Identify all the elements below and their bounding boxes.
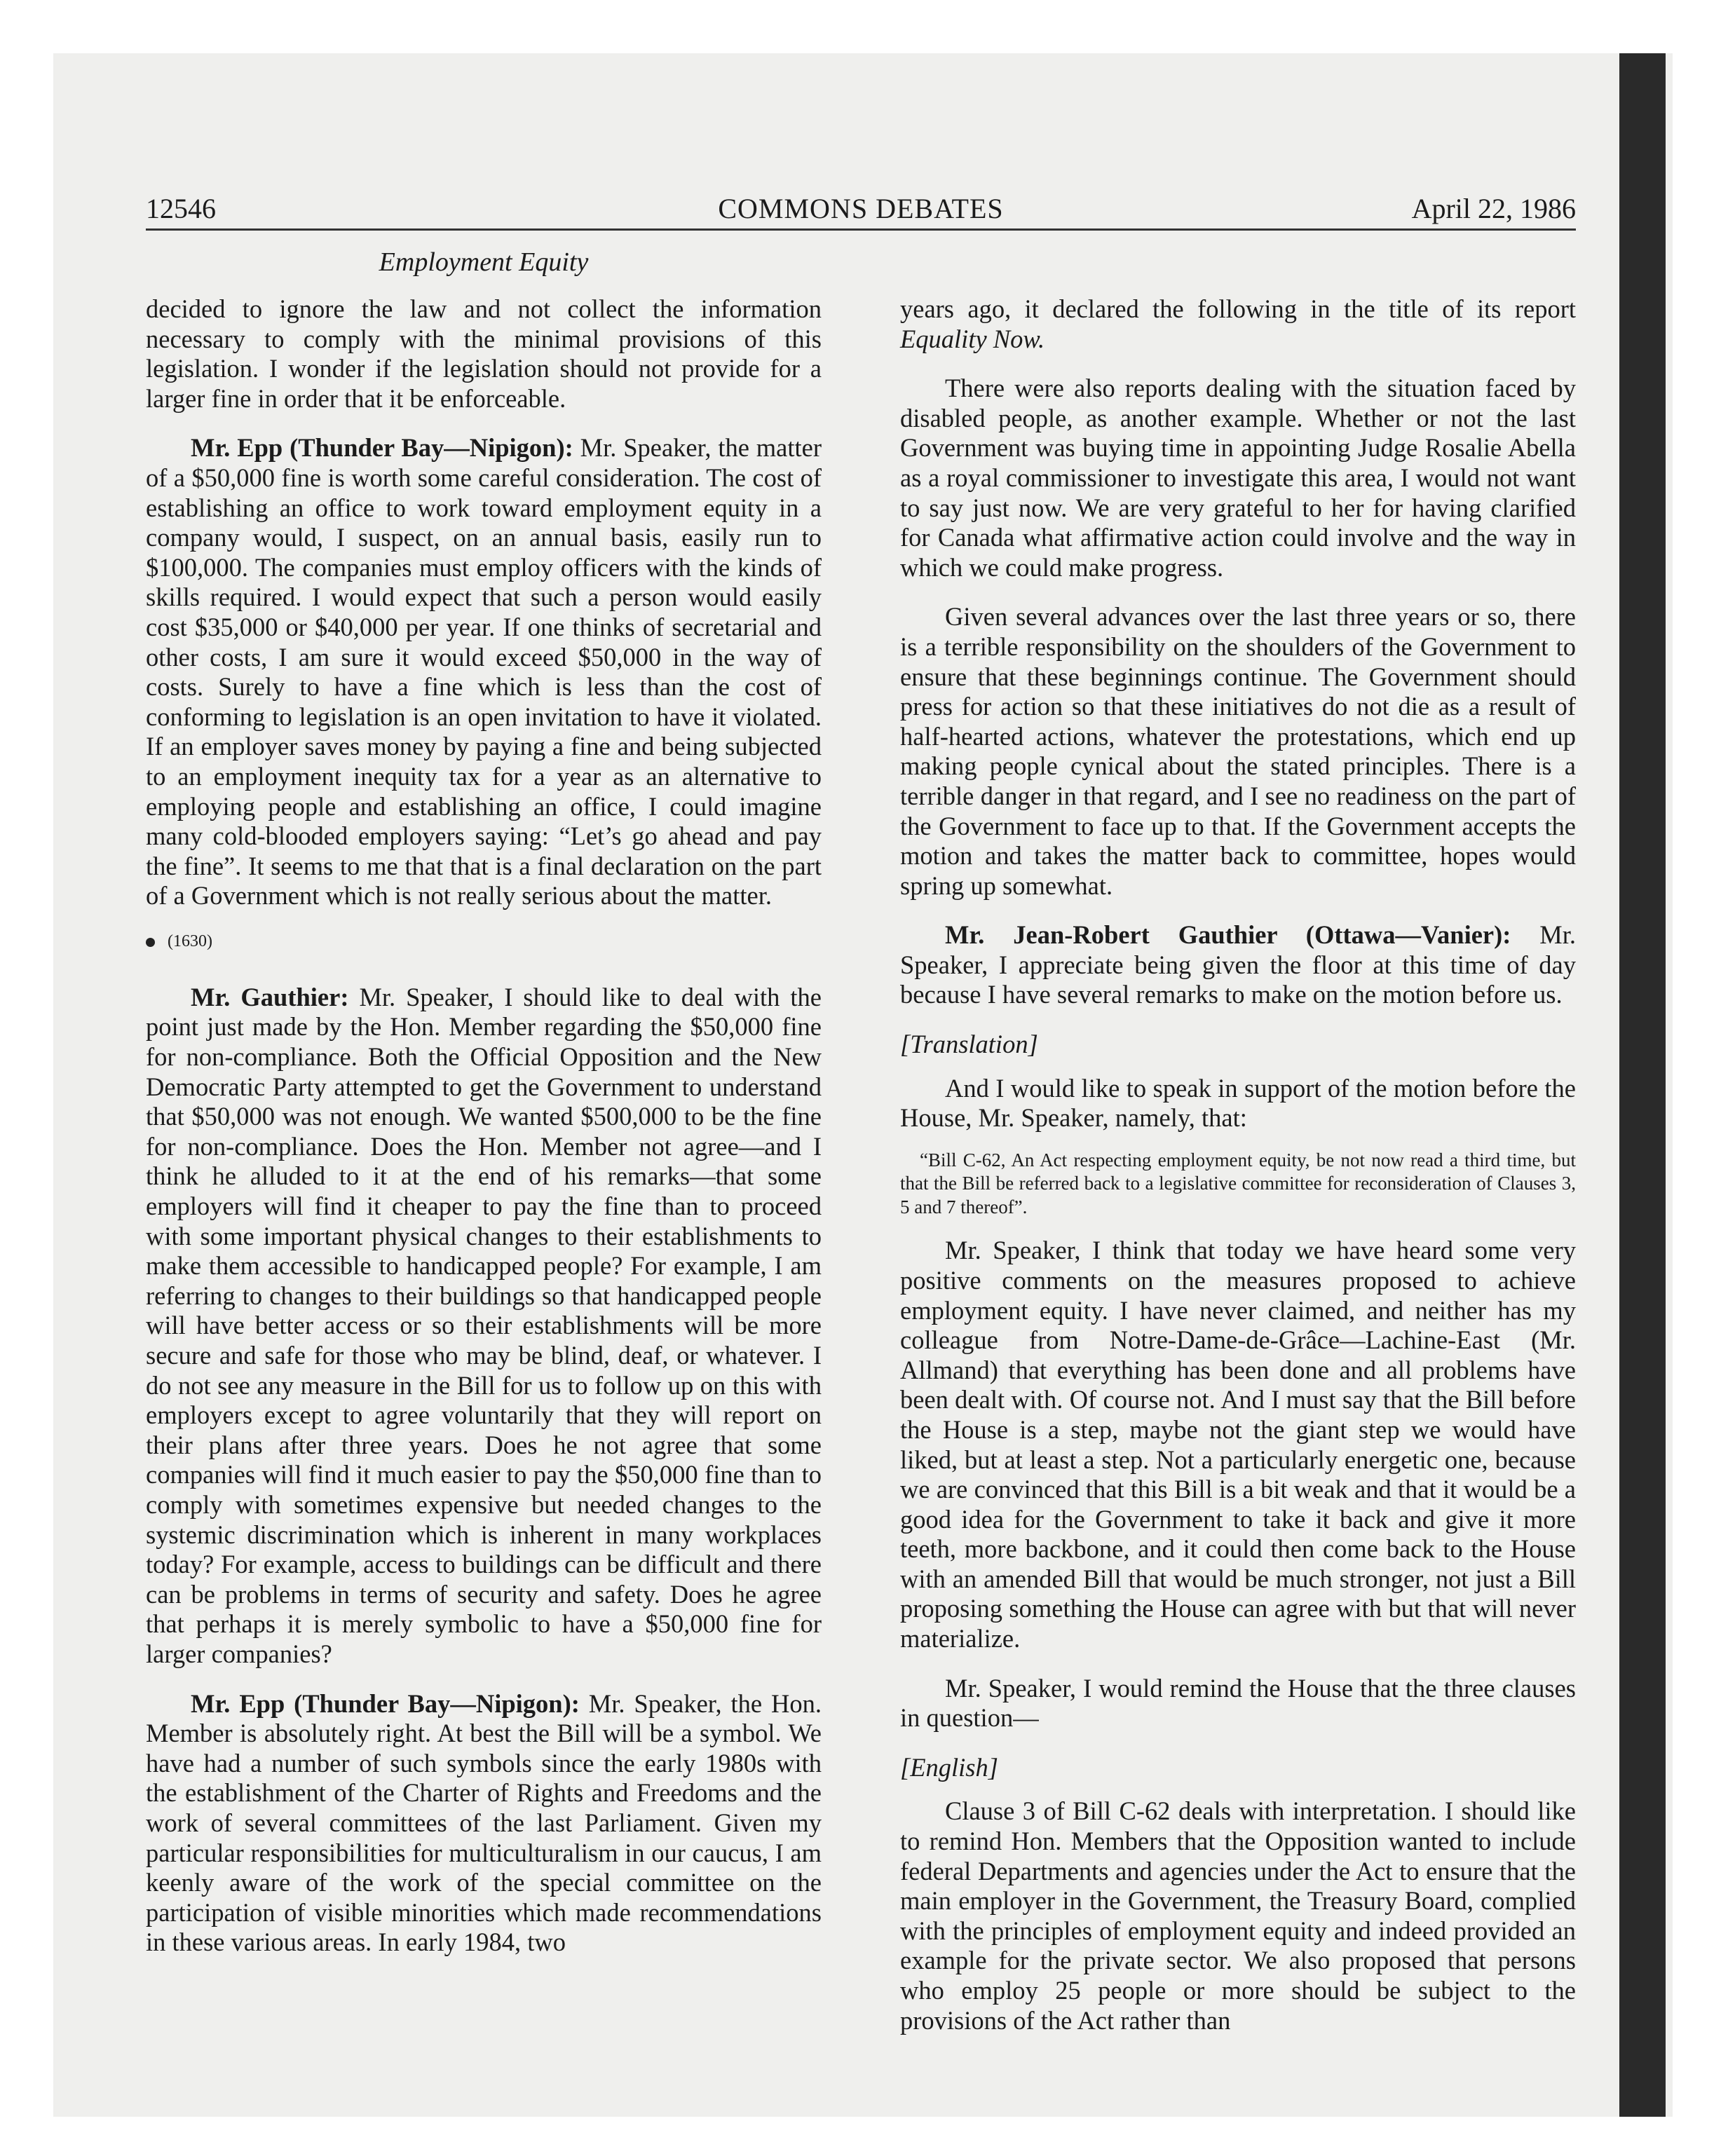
paragraph-text: years ago, it declared the following in the title of its report [900, 294, 1576, 323]
running-header [146, 189, 1576, 231]
report-title: Equality Now. [900, 324, 1045, 353]
language-marker: [English] [900, 1752, 998, 1782]
speaker-name: Mr. Epp (Thunder Bay—Nipigon): [191, 1688, 580, 1718]
section-title: Employment Equity [379, 247, 589, 277]
bullet-icon [146, 938, 155, 947]
right-column [900, 294, 1576, 2055]
paragraph: Given several advances over the last three years or so, there is a terrible responsibility on the shoulders of the Government to ensure that these beginnings continue. The Government should press for action so that these initiatives do not die as a result of half-hearted actions, whatever the protestations, which end up making people cynical about the stated principles. There is a terrible danger in that regard, and I see no readiness on the part of the Government to face up to that. If the Government accepts the motion and takes the matter back to committee, hopes would spring up somewhat. [900, 602, 1576, 900]
speech-text: Mr. Speaker, the Hon. Member is absolutely right. At best the Bill will be a symbol. We have had a number of such symbols since the early 1980s with the establishment of the Charter of Rights and Freedoms and the work of several committees of the last Parliament. Given my particular responsibilities for multiculturalism in our caucus, I am keenly aware of the work of the special committee on the participation of visible minorities which made recommendations in these various areas. In early 1984, two [146, 1688, 822, 1957]
speech-paragraph [146, 1689, 822, 1958]
paragraph: And I would like to speak in support of the motion before the House, Mr. Speaker, namely, that: [900, 1073, 1576, 1133]
page-number: 12546 [146, 193, 216, 224]
speech-text: Mr. Speaker, the matter of a $50,000 fine is worth some careful consideration. The cost of establishing an office to work toward employment equity in a company would, I suspect, on an annual basis, easily run to $100,000. The companies must employ officers with the kinds of skills required. I would expect that such a person would easily cost $35,000 or $40,000 per year. If one thinks of secretarial and other costs, I am sure it would exceed $50,000 in the way of costs. Surely to have a fine which is less than the cost of conforming to legislation is an open invitation to have it violated. If an employer saves money by paying a fine and being subjected to an employment inequity tax for a year as an alternative to employing people and establishing an office, I could imagine many cold-blooded employers saying: “Let’s go ahead and pay the fine”. It seems to me that that is a final declaration on the part of a Government which is not really serious about the matter. [146, 433, 822, 910]
speech-text: Mr. Speaker, I appreciate being given the floor at this time of day because I have several remarks to make on the motion before us. [900, 920, 1576, 1009]
speech-text: Mr. Speaker, I should like to deal with the point just made by the Hon. Member regarding the $50,000 fine for non-compliance. Both the Official Opposition and the New Democratic Party attempted to get the Government to understand that $50,000 was not enough. We wanted $500,000 to be the fine for non-compliance. Does the Hon. Member not agree—and I think he alluded to it at the end of his remarks—that some employers will find it cheaper to pay the fine than to proceed with some important physical changes to their establishments to make them accessible to handicapped people? For example, I am referring to changes to their buildings so that handicapped people will have better access or so their establishments will be more secure and safe for those who may be blind, deaf, or whatever. I do not see any measure in the Bill for us to follow up on this with employers except to agree voluntarily that they will report on their plans after three years. Does he not agree that some companies will find it much easier to pay the $50,000 fine than to comply with sometimes expensive but needed changes to the systemic discrimination which is inherent in many workplaces today? For example, access to buildings can be difficult and there can be problems in terms of security and safety. Does he agree that perhaps it is merely symbolic to have a $50,000 fine for larger companies? [146, 982, 822, 1668]
timestamp-text: (1630) [168, 932, 212, 950]
motion-quote: “Bill C-62, An Act respecting employment equity, be not now read a third time, but that the Bill be referred back to a legislative committee for reconsideration of Clauses 3, 5 and 7 thereof”. [900, 1149, 1576, 1217]
document-page [146, 189, 1576, 2096]
scan-edge-shadow [1619, 53, 1666, 2117]
paragraph: decided to ignore the law and not collect the information necessary to comply with the minimal provisions of this legislation. I wonder if the legislation should not provide for a larger fine in order that it be enforceable. [146, 294, 822, 413]
speech-paragraph [146, 983, 822, 1670]
language-marker: [Translation] [900, 1030, 1038, 1059]
speaker-name: Mr. Jean-Robert Gauthier (Ottawa—Vanier): [945, 920, 1511, 950]
timestamp [146, 931, 822, 952]
paragraph: There were also reports dealing with the situation faced by disabled people, as another example. Whether or not the last Government was buying time in appointing Judge Rosalie Abella as a royal commissioner to investigate this area, I would not want to say just now. We are very grateful to her for having clarified for Canada what affirmative action could involve and the way in which we could make progress. [900, 374, 1576, 582]
speaker-name: Mr. Gauthier: [191, 982, 349, 1011]
paragraph [900, 294, 1576, 354]
speaker-name: Mr. Epp (Thunder Bay—Nipigon): [191, 433, 573, 463]
speech-paragraph [900, 920, 1576, 1010]
publication-date: April 22, 1986 [1411, 193, 1576, 224]
left-column [146, 294, 822, 1977]
publication-title: COMMONS DEBATES [718, 193, 1004, 224]
speech-paragraph [146, 433, 822, 911]
paragraph: Clause 3 of Bill C-62 deals with interpretation. I should like to remind Hon. Members that the Opposition wanted to include federal Departments and agencies under the Act to ensure that the main employer in the Government, the Treasury Board, complied with the principles of employment equity and indeed provided an example for the private sector. We also proposed that persons who employ 25 people or more should be subject to the provisions of the Act rather than [900, 1796, 1576, 2035]
paragraph: Mr. Speaker, I think that today we have heard some very positive comments on the measures proposed to achieve employment equity. I have never claimed, and neither has my colleague from Notre-Dame-de-Grâce—Lachine-East (Mr. Allmand) that everything has been done and all problems have been dealt with. Of course not. And I must say that the Bill before the House is a step, maybe not the giant step we would have liked, but at least a step. Not a particularly energetic one, because we are convinced that this Bill is a bit weak and that it would be a good idea for the Government to take it back and give it more teeth, more backbone, and it could then come back to the House with an amended Bill that would be much stronger, not just a Bill proposing something the House can agree with but that will never materialize. [900, 1236, 1576, 1653]
paragraph: Mr. Speaker, I would remind the House that the three clauses in question— [900, 1673, 1576, 1733]
